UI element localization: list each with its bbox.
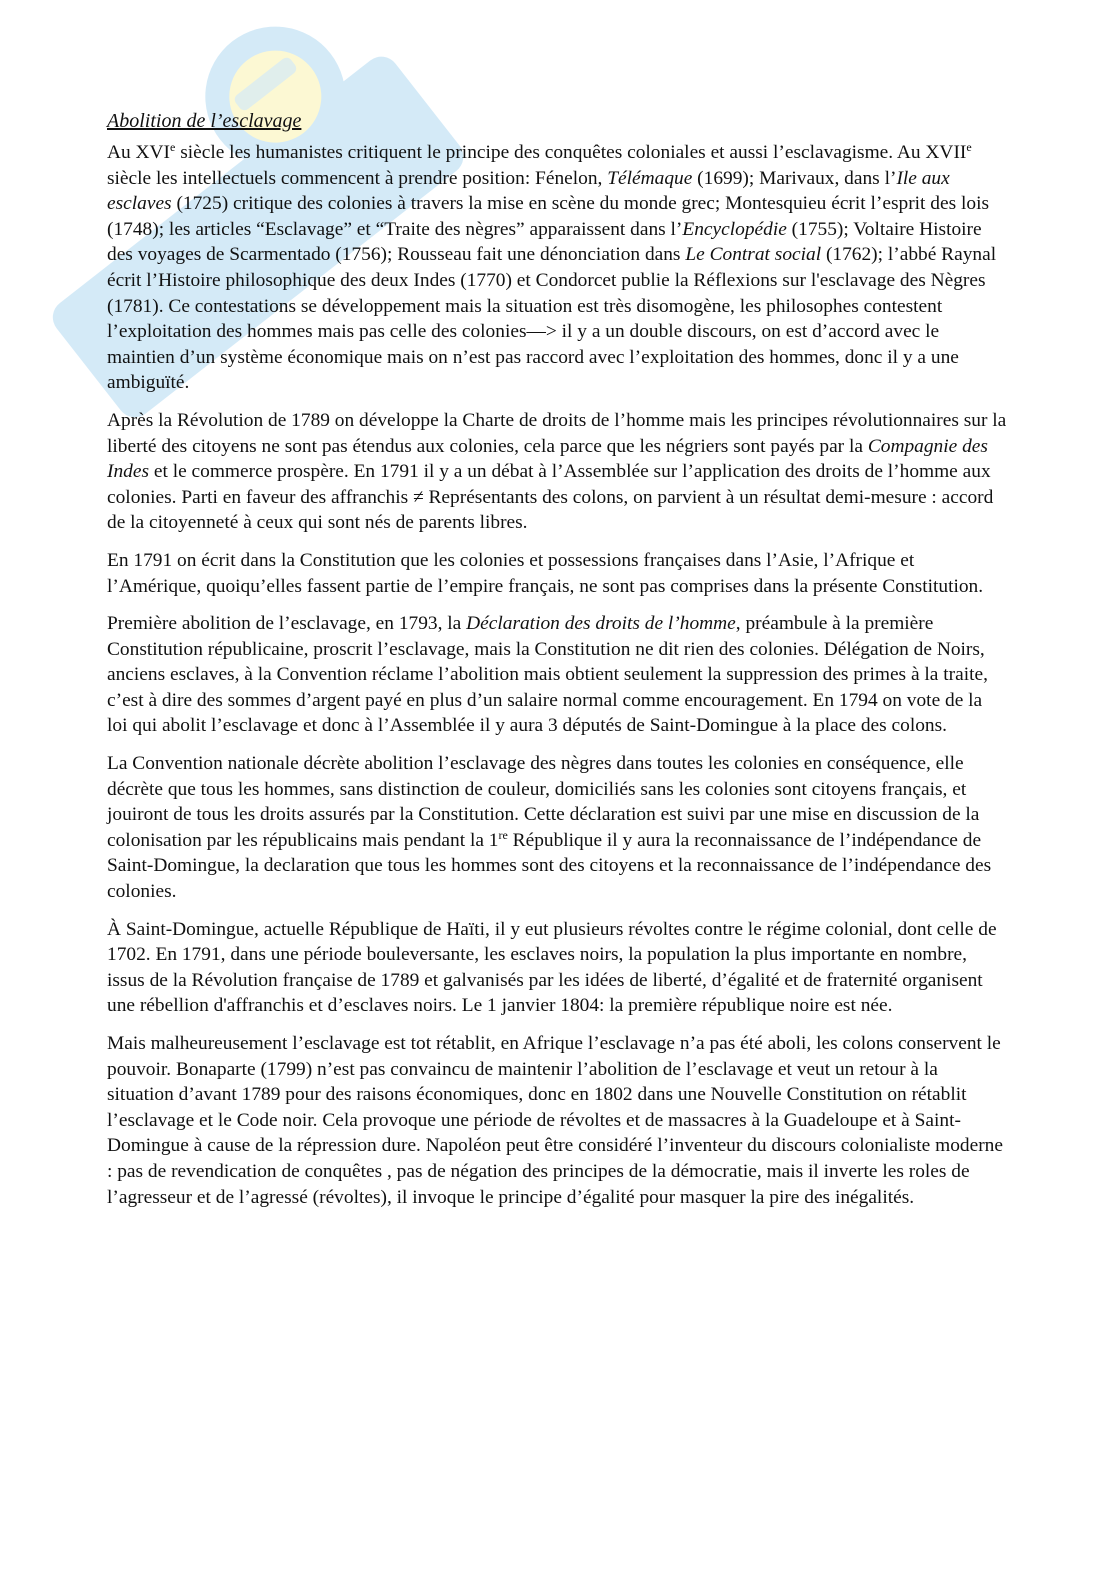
text-run: (1725) critique des colonies à travers la mise en scène du monde grec; Montesquieu écrit l’esprit des lois (1748); les articles “Esclavage” et “Traite des nègres” apparaissent dans l’ <box>107 193 989 240</box>
text-run: (1762); l’abbé Raynal écrit l’Histoire philosophique des deux Indes (1770) et Condorcet publie la Réflexions sur l'esclavage des Nègres (1781). Ce contestations se développement mais la situation est très disomogène, les philosophes contestent l’exploitation des hommes mais pas celle des colonies—> il y a un double discours, on est d’accord avec le maintien d’un système économique mais on n’est pas raccord avec l’exploitation des hommes, donc il y a une ambiguïté. <box>107 244 997 394</box>
paragraph-7: Mais malheureusement l’esclavage est tot rétablit, en Afrique l’esclavage n’a pas été aboli, les colons conservent le pouvoir. Bonaparte (1799) n’est pas convaincu de maintenir l’abolition de l’esclavage et veut un retour à la situation d’avant 1789 pour des raisons économiques, donc en 1802 dans une Nouvelle Constitution on rétablit l’esclavage et le Code noir. Cela provoque une période de révoltes et de massacres à la Guadeloupe et à Saint-Domingue à cause de la répression dure. Napoléon peut être considéré l’inventeur du discours colonialiste moderne : pas de revendication de conquêtes , pas de négation des principes de la démocratie, mais il inverte les roles de l’agresseur et de l’agressé (révoltes), il invoque le principe d’égalité pour masquer la pire des inégalités. <box>107 1033 1003 1208</box>
superscript: e <box>966 140 972 154</box>
text-run: (1699); Marivaux, dans l’ <box>692 167 897 189</box>
italic-title: Le Contrat social <box>685 244 822 266</box>
italic-title: Compagnie des Indes <box>107 435 988 483</box>
document-page <box>107 108 1007 1222</box>
paragraph-2 <box>107 408 1007 536</box>
text-run: , préambule à la première Constitution républicaine, proscrit l’esclavage, mais la Constitution ne dit rien des colonies. Délégation de Noirs, anciens esclaves, à la Convention réclame l’abolition mais obtient seulement la suppression des primes à la traite, c’est à dire des sommes d’argent payé en plus d’un salaire normal comme encouragement. En 1794 on vote de la loi qui abolit l’esclavage et donc à l’Assemblée il y aura 3 députés de Saint-Domingue à la place des colons. <box>107 613 988 737</box>
text-run: Après la Révolution de 1789 on développe la Charte de droits de l’homme mais les principes révolutionnaires sur la liberté des citoyens ne sont pas étendus aux colonies, cela parce que les négriers sont payés par la <box>107 409 1007 457</box>
italic-title: Déclaration des droits de l’homme <box>466 613 736 635</box>
italic-title: Encyclopédie <box>682 218 787 240</box>
text-run: siècle les humanistes critiquent le principe des conquêtes coloniales et aussi l’esclavagisme. Au XVII <box>175 142 967 163</box>
text-run: siècle les intellectuels commencent à prendre position: Fénelon, <box>107 167 608 189</box>
italic-title: Télémaque <box>607 167 693 189</box>
paragraph-3: En 1791 on écrit dans la Constitution que les colonies et possessions françaises dans l’Asie, l’Afrique et l’Amérique, quoiqu’elles fassent partie de l’empire français, ne sont pas comprises dans la présente Constitution. <box>107 549 984 597</box>
text-run: Au XVI <box>107 142 171 163</box>
superscript: e <box>170 140 176 154</box>
text-run: Première abolition de l’esclavage, en 1793, la <box>107 613 467 635</box>
text-run: République il y aura la reconnaissance de l’indépendance de Saint-Domingue, la declaration que tous les hommes sont des citoyens et la reconnaissance de l’indépendance des colonies. <box>107 829 992 903</box>
paragraph-1 <box>107 140 1007 396</box>
text-run: La Convention nationale décrète abolition l’esclavage des nègres dans toutes les colonies en conséquence, elle décrète que tous les hommes, sans distinction de couleur, domiciliés sans les colonies sont citoyens français, et jouiront de tous les droits assurés par la Constitution. Cette déclaration est suivi par une mise en discussion de la colonisation par les républicains mais pendant la 1 <box>107 753 980 851</box>
paragraph-6: À Saint-Domingue, actuelle République de Haïti, il y eut plusieurs révoltes contre le régime colonial, dont celle de 1702. En 1791, dans une période bouleversante, les esclaves noirs, la population la plus importante en nombre, issus de la Révolution française de 1789 et galvanisés par les idées de liberté, d’égalité et de fraternité organisent une rébellion d'affranchis et d’esclaves noirs. Le 1 janvier 1804: la première république noire est née. <box>107 918 997 1017</box>
paragraph-4 <box>107 611 1007 739</box>
page-title: Abolition de l’esclavage <box>107 110 302 132</box>
italic-title: Ile aux esclaves <box>107 167 950 215</box>
text-run: (1755); Voltaire Histoire des voyages de Scarmentado (1756); Rousseau fait une dénonciation dans <box>107 218 982 266</box>
text-run: et le commerce prospère. En 1791 il y a un débat à l’Assemblée sur l’application des droits de l’homme aux colonies. Parti en faveur des affranchis ≠ Représentants des colons, on parvient à un résultat demi-mesure : accord de la citoyenneté à ceux qui sont nés de parents libres. <box>107 461 994 534</box>
superscript: re <box>498 827 508 842</box>
paragraph-5 <box>107 751 1007 905</box>
